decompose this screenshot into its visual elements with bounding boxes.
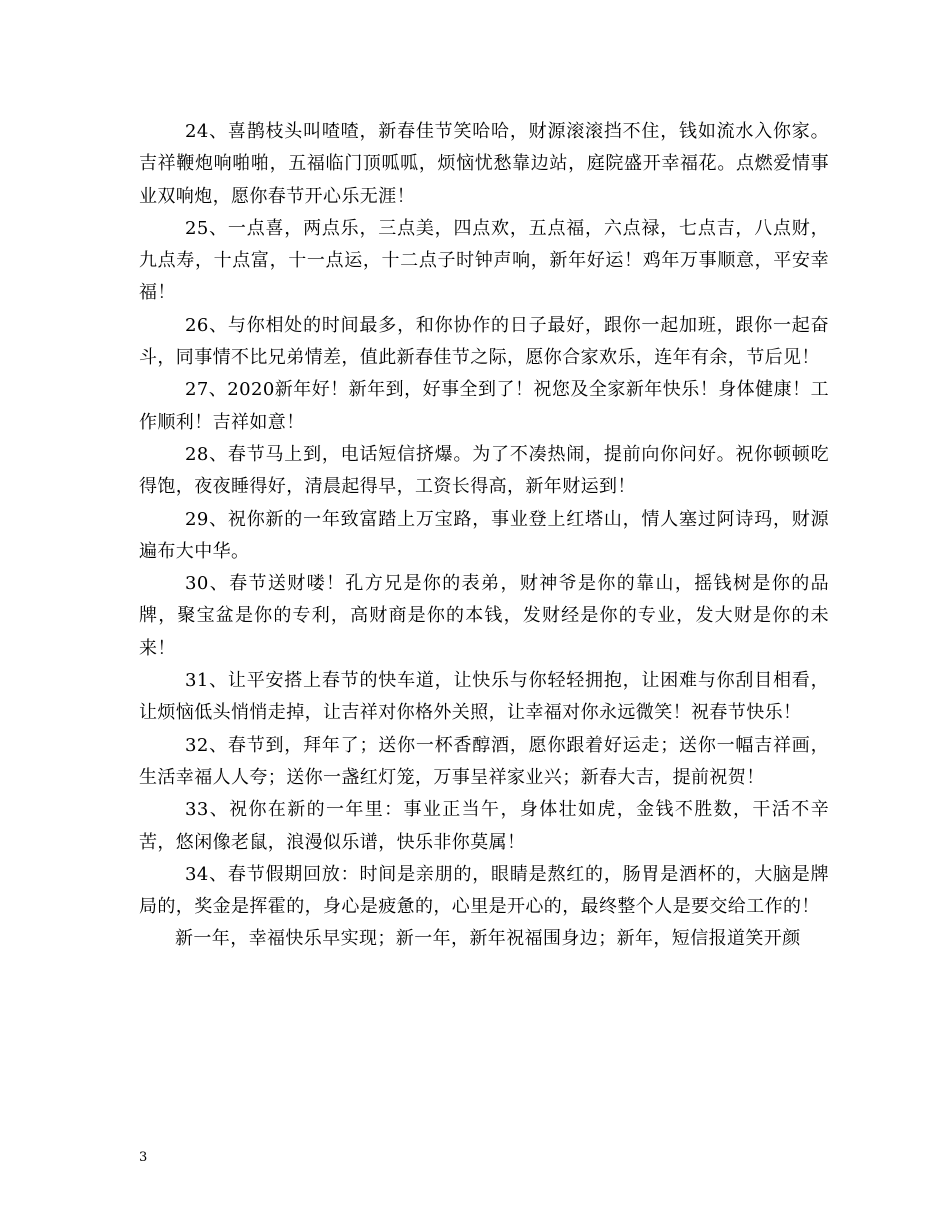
paragraph-34: 34、春节假期回放：时间是亲朋的，眼睛是熬红的，肠胃是酒杯的，大脑是牌局的，奖金是挥霍的，身心是疲惫的，心里是开心的，最终整个人是要交给工作的！ [139, 863, 829, 918]
paragraph-29: 29、祝你新的一年致富踏上万宝路，事业登上红塔山，情人塞过阿诗玛，财源遍布大中华。 [139, 508, 829, 562]
paragraph-27: 27、2020新年好！新年到，好事全到了！祝您及全家新年快乐！身体健康！工作顺利！吉祥如意！ [139, 379, 829, 433]
paragraph-25: 25、一点喜，两点乐，三点美，四点欢，五点福，六点禄，七点吉，八点财，九点寿，十点富，十一点运，十二点子时钟声响，新年好运！鸡年万事顺意，平安幸福！ [139, 217, 829, 304]
paragraph-32: 32、春节到，拜年了；送你一杯香醇酒，愿你跟着好运走；送你一幅吉祥画，生活幸福人人夸；送你一盏红灯笼，万事呈祥家业兴；新春大吉，提前祝贺！ [139, 734, 829, 788]
document-body [139, 116, 829, 956]
page-number: 3 [139, 1150, 148, 1165]
paragraph-26: 26、与你相处的时间最多，和你协作的日子最好，跟你一起加班，跟你一起奋斗，同事情不比兄弟情差，值此新春佳节之际，愿你合家欢乐，连年有余，节后见！ [139, 314, 829, 369]
paragraph-30: 30、春节送财喽！孔方兄是你的表弟，财神爷是你的靠山，摇钱树是你的品牌，聚宝盆是你的专利，高财商是你的本钱，发财经是你的专业，发大财是你的未来！ [139, 573, 829, 659]
paragraph-28: 28、春节马上到，电话短信挤爆。为了不凑热闹，提前向你问好。祝你顿顿吃得饱，夜夜睡得好，清晨起得早，工资长得高，新年财运到！ [139, 443, 829, 498]
paragraph-24: 24、喜鹊枝头叫喳喳，新春佳节笑哈哈，财源滚滚挡不住，钱如流水入你家。吉祥鞭炮响啪啪，五福临门顶呱呱，烦恼忧愁靠边站，庭院盛开幸福花。点燃爱情事业双响炮，愿你春节开心乐无涯！ [139, 121, 829, 207]
paragraph-31: 31、让平安搭上春节的快车道，让快乐与你轻轻拥抱，让困难与你刮目相看，让烦恼低头悄悄走掉，让吉祥对你格外关照，让幸福对你永远微笑！祝春节快乐！ [139, 670, 829, 724]
paragraph-33: 33、祝你在新的一年里：事业正当午，身体壮如虎，金钱不胜数，干活不辛苦，悠闲像老鼠，浪漫似乐谱，快乐非你莫属！ [139, 799, 829, 853]
paragraph-closing: 新一年，幸福快乐早实现；新一年，新年祝福围身边；新年，短信报道笑开颜 [175, 928, 801, 950]
